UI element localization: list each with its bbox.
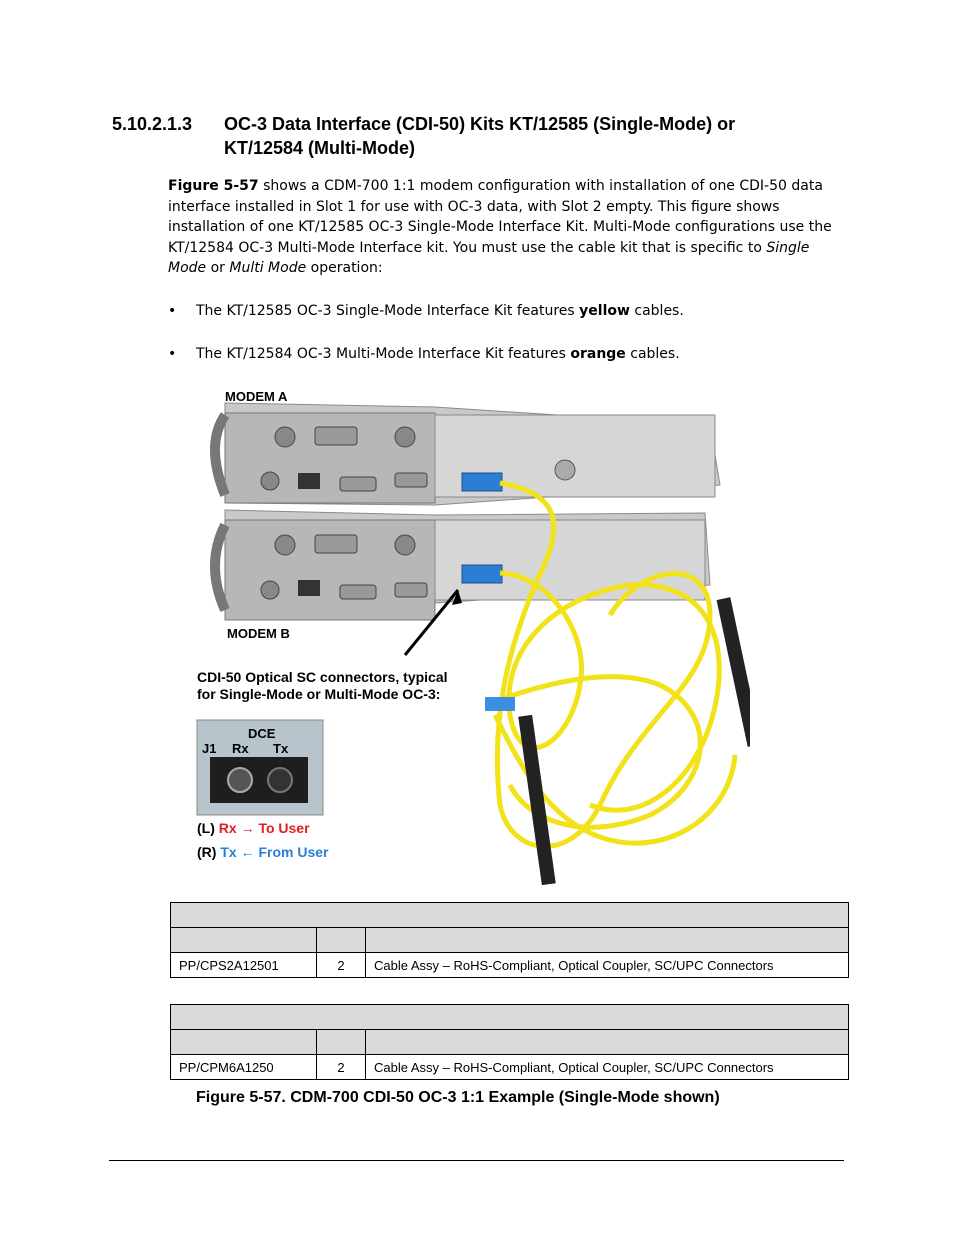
modem-a-chassis: [215, 403, 720, 505]
callout-line2: for Single-Mode or Multi-Mode OC-3:: [197, 686, 441, 702]
intro-text: KT/12584 OC-3 Multi-Mode Interface kit. You must use the cable kit that is specific to: [168, 239, 767, 256]
inset-j1-label: J1: [202, 741, 217, 756]
intro-text: interface installed in Slot 1 for use with OC-3 data, with Slot 2 empty. This figure shows: [168, 198, 780, 215]
bullet-text: cables.: [629, 303, 684, 319]
modem-b-chassis: [215, 510, 710, 620]
legend-tx-text: Tx ← From User: [220, 844, 329, 860]
table-header-row: [171, 928, 849, 953]
table-title-row: [171, 1005, 849, 1030]
parts-table-single-mode: [170, 902, 849, 978]
section-title-line1: OC-3 Data Interface (CDI-50) Kits KT/12585 (Single-Mode) or: [224, 114, 736, 134]
inset-tx-label: Tx: [273, 741, 289, 756]
sc-connector: [485, 697, 515, 711]
legend-prefix: (R): [197, 844, 217, 860]
table-title-cell: [171, 903, 849, 928]
header-cell: [171, 928, 317, 953]
bullet-text: The KT/12585 OC-3 Single-Mode Interface Kit features: [196, 303, 580, 319]
callout-line1: CDI-50 Optical SC connectors, typical: [197, 669, 448, 685]
header-cell: [317, 928, 366, 953]
header-cell: [171, 1030, 317, 1055]
bullet-icon: •: [168, 303, 177, 319]
figure-reference: Figure 5-57: [168, 178, 259, 194]
qty-cell: 2: [317, 1055, 366, 1080]
intro-italic: Single: [766, 239, 810, 256]
description-cell: Cable Assy – RoHS-Compliant, Optical Coupler, SC/UPC Connectors: [366, 953, 849, 978]
footer-rule: [109, 1160, 844, 1161]
bullet-text: cables.: [625, 346, 680, 362]
header-cell: [317, 1030, 366, 1055]
modem-b-label: MODEM B: [227, 626, 290, 641]
legend-tx: [197, 844, 328, 860]
part-number-cell: PP/CPM6A1250: [171, 1055, 317, 1080]
bullet-text: The KT/12584 OC-3 Multi-Mode Interface Kit features: [196, 346, 571, 362]
bullet-icon: •: [168, 346, 177, 362]
legend-rx: [197, 820, 310, 836]
legend-prefix: (L): [197, 820, 215, 836]
qty-cell: 2: [317, 953, 366, 978]
table-row: [171, 1055, 849, 1080]
inset-dce-label: DCE: [248, 726, 276, 741]
header-cell: [366, 928, 849, 953]
table-title-row: [171, 903, 849, 928]
intro-text: installation of one KT/12585 OC-3 Single-Mode Interface Kit. Multi-Mode configurations use the: [168, 219, 832, 236]
table-title-cell: [171, 1005, 849, 1030]
legend-rx-text: Rx → To User: [218, 820, 310, 836]
modem-a-label: MODEM A: [225, 389, 288, 404]
inset-rx-label: Rx: [232, 741, 249, 756]
intro-text: operation:: [306, 260, 383, 277]
figure-caption: Figure 5-57. CDM-700 CDI-50 OC-3 1:1 Example (Single-Mode shown): [196, 1089, 720, 1106]
header-cell: [366, 1030, 849, 1055]
table-row: [171, 953, 849, 978]
description-cell: Cable Assy – RoHS-Compliant, Optical Coupler, SC/UPC Connectors: [366, 1055, 849, 1080]
intro-text: or: [206, 260, 230, 277]
bullet-item: [168, 346, 680, 362]
bullet-item: [168, 303, 684, 319]
intro-italic: Multi Mode: [229, 260, 307, 277]
section-number: 5.10.2.1.3: [112, 114, 193, 134]
parts-table-multi-mode: [170, 1004, 849, 1080]
intro-paragraph: [168, 176, 858, 279]
intro-text: shows a CDM-700 1:1 modem configuration with installation of one CDI-50 data: [258, 178, 823, 194]
bullet-bold: yellow: [579, 303, 630, 319]
section-title-line2: KT/12584 (Multi-Mode): [224, 138, 416, 158]
bullet-bold: orange: [570, 346, 626, 362]
table-header-row: [171, 1030, 849, 1055]
part-number-cell: PP/CPS2A12501: [171, 953, 317, 978]
intro-italic: Mode: [168, 260, 207, 277]
